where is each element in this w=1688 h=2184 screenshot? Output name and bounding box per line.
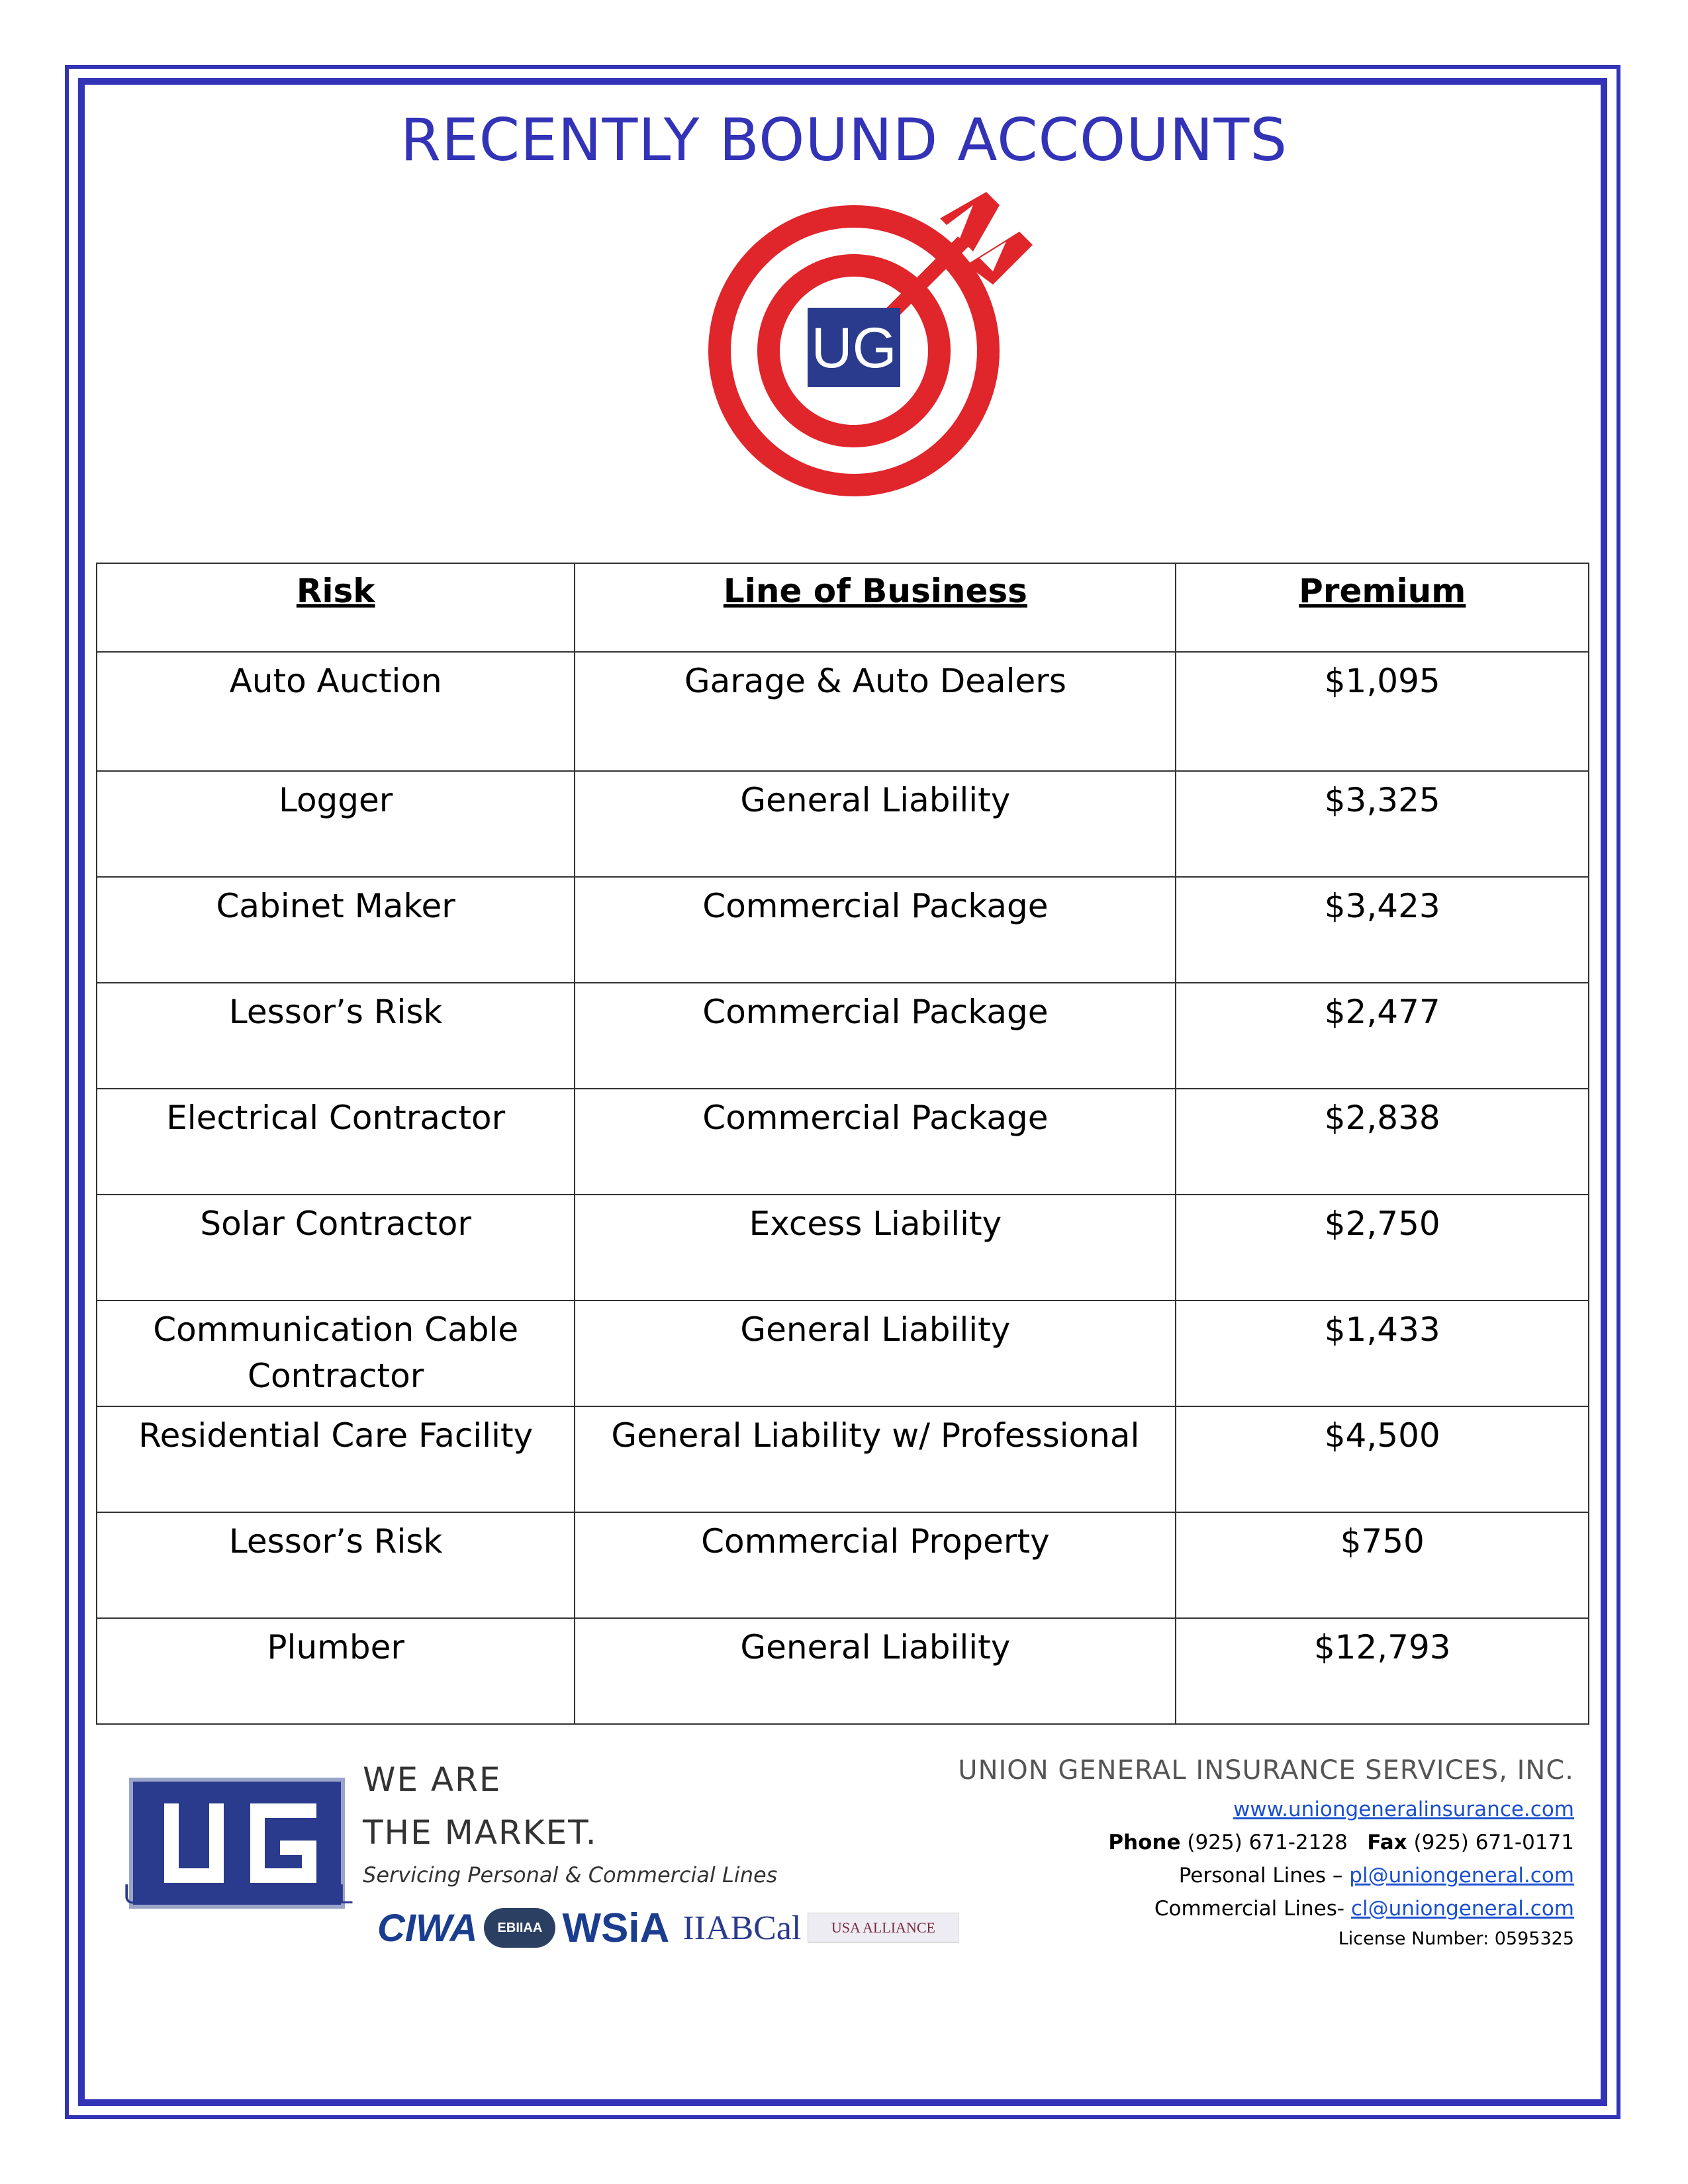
phone-fax-line — [1108, 1831, 1574, 1854]
table-row — [97, 1300, 1589, 1406]
premium-cell: $3,325 — [1176, 771, 1589, 877]
risk-cell: Residential Care Facility — [97, 1406, 575, 1512]
commercial-lines-line — [1154, 1897, 1574, 1921]
ciwa-logo: CIWA — [377, 1906, 478, 1950]
union-general-wordmark: UNION GENERAL — [123, 1878, 353, 1909]
accounts-table — [96, 563, 1589, 1725]
ebiiaa-logo: EBIIAA — [484, 1908, 555, 1948]
phone-number: (925) 671-2128 — [1187, 1831, 1348, 1854]
premium-cell: $2,477 — [1176, 983, 1589, 1089]
line-cell: Commercial Package — [575, 1089, 1176, 1195]
table-row — [97, 1089, 1589, 1195]
premium-cell: $1,095 — [1176, 652, 1589, 771]
risk-cell: Plumber — [97, 1618, 575, 1724]
line-cell: General Liability — [575, 771, 1176, 877]
line-cell: Commercial Package — [575, 877, 1176, 983]
line-cell: General Liability — [575, 1300, 1176, 1406]
risk-cell: Solar Contractor — [97, 1195, 575, 1300]
company-name: UNION GENERAL INSURANCE SERVICES, INC. — [958, 1755, 1574, 1786]
table-row — [97, 877, 1589, 983]
table-row — [97, 1512, 1589, 1618]
table-row — [97, 1195, 1589, 1300]
header-premium: Premium — [1176, 563, 1589, 652]
fax-label: Fax — [1367, 1831, 1407, 1854]
premium-cell: $2,838 — [1176, 1089, 1589, 1195]
iiabcal-logo: IIABCal — [682, 1909, 802, 1947]
ug-badge-text: UG — [811, 316, 897, 380]
table-row — [97, 1618, 1589, 1724]
header-risk: Risk — [97, 563, 575, 652]
risk-cell: Auto Auction — [97, 652, 575, 771]
premium-cell: $3,423 — [1176, 877, 1589, 983]
premium-cell: $750 — [1176, 1512, 1589, 1618]
commercial-lines-label: Commercial Lines- — [1154, 1897, 1345, 1921]
wsia-logo: WSiA — [562, 1905, 670, 1951]
risk-cell: Electrical Contractor — [97, 1089, 575, 1195]
personal-lines-label: Personal Lines – — [1178, 1864, 1343, 1888]
table-row — [97, 983, 1589, 1089]
line-cell: Commercial Package — [575, 983, 1176, 1089]
risk-cell: Cabinet Maker — [97, 877, 575, 983]
phone-label: Phone — [1108, 1831, 1181, 1854]
website-line — [1233, 1797, 1574, 1821]
association-logos — [377, 1905, 959, 1951]
page-title: RECENTLY BOUND ACCOUNTS — [400, 106, 1288, 174]
personal-lines-line — [1179, 1864, 1574, 1888]
premium-cell: $2,750 — [1176, 1195, 1589, 1300]
target-logo — [708, 179, 1039, 510]
risk-cell: Lessor’s Risk — [97, 1512, 575, 1618]
line-cell: Garage & Auto Dealers — [575, 652, 1176, 771]
line-cell: General Liability w/ Professional — [575, 1406, 1176, 1512]
risk-cell: Logger — [97, 771, 575, 877]
commercial-lines-email[interactable]: cl@uniongeneral.com — [1350, 1897, 1574, 1921]
fax-number: (925) 671-0171 — [1413, 1831, 1574, 1854]
union-general-logo — [124, 1747, 350, 1939]
risk-cell: Lessor’s Risk — [97, 983, 575, 1089]
tagline-we-are: WE ARE — [363, 1760, 502, 1799]
premium-cell: $4,500 — [1176, 1406, 1589, 1512]
line-cell: Excess Liability — [575, 1195, 1176, 1300]
table-header-row — [97, 563, 1589, 652]
line-cell: General Liability — [575, 1618, 1176, 1724]
line-cell: Commercial Property — [575, 1512, 1176, 1618]
servicing-text: Servicing Personal & Commercial Lines — [363, 1862, 778, 1888]
table-row — [97, 771, 1589, 877]
usa-alliance-logo: USA ALLIANCE — [808, 1913, 959, 1943]
risk-cell: Communication Cable Contractor — [97, 1300, 575, 1406]
table-row — [97, 652, 1589, 771]
website-link[interactable]: www.uniongeneralinsurance.com — [1233, 1797, 1574, 1821]
premium-cell: $12,793 — [1176, 1618, 1589, 1724]
tagline-the-market: THE MARKET. — [363, 1813, 598, 1852]
table-row — [97, 1406, 1589, 1512]
header-line-of-business: Line of Business — [575, 563, 1176, 652]
personal-lines-email[interactable]: pl@uniongeneral.com — [1349, 1864, 1574, 1888]
license-number: License Number: 0595325 — [1338, 1929, 1574, 1949]
premium-cell: $1,433 — [1176, 1300, 1589, 1406]
